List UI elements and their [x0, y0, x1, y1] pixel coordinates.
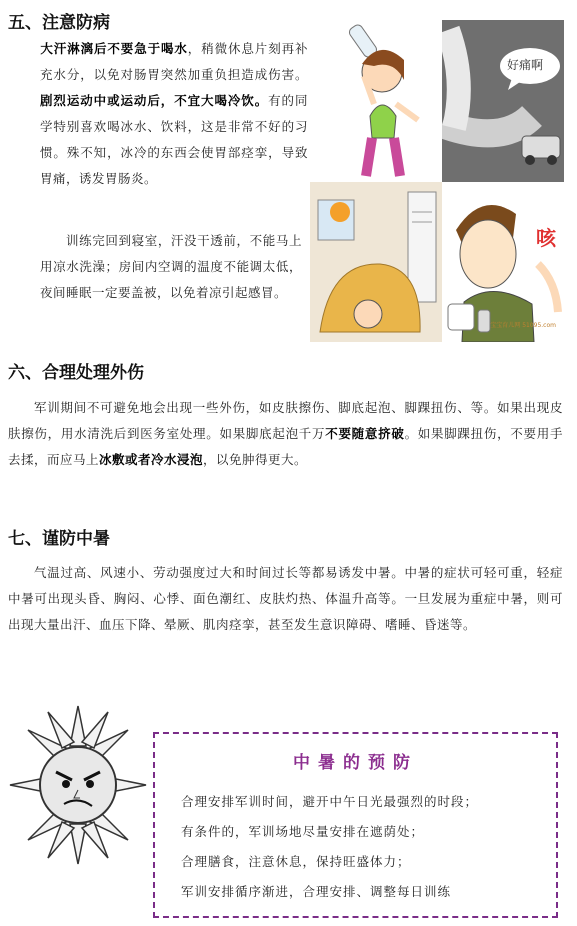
prevention-item: 军训安排循序渐进，合理安排、调整每日训练 — [181, 884, 452, 899]
section7-heading: 七、谨防中暑 — [8, 529, 110, 549]
section5-heading: 五、注意防病 — [8, 13, 110, 33]
section7-paragraph1: 气温过高、风速小、劳动强度过大和时间过长等都易诱发中暑。中暑的症状可轻可重，轻症中暑可出现头昏、胸闷、心悸、面色潮红、皮肤灼热、体温升高等。一旦发展为重症中暑，则可出现大量出汗、血压下降、晕厥、肌肉痉挛，甚至发生意识障碍、嗜睡、昏迷等。 — [8, 565, 563, 632]
watermark-text: 宝宝育儿网 51095.com — [490, 322, 556, 329]
section5-run-text: 有的同学特别喜欢喝冰水、饮料，这是非常不好的习惯。殊不知，冰冷的东西会使胃部痉挛，导致胃痛，诱发胃肠炎。 — [40, 93, 308, 186]
speech-bubble-text: 好痛啊 — [507, 58, 544, 72]
drinking-girl-illustration — [330, 20, 442, 180]
prevention-item: 有条件的，军训场地尽量安排在遮荫处； — [181, 824, 425, 839]
stomach-pain-illustration — [442, 20, 564, 182]
section6-run-text: 军训期间不可避免地会出现一些外伤，如皮肤擦伤、脚底起泡、脚踝扭伤、等。如果出现皮肤擦伤，用水清洗后到医务室处理。如果脚底起泡千万 — [8, 400, 563, 441]
section5-paragraph1 — [40, 36, 308, 192]
prevention-item: 合理安排军训时间，避开中午日光最强烈的时段； — [181, 794, 479, 809]
section5-run-emphasis: 剧烈运动中或运动后，不宜大喝冷饮。 — [40, 93, 269, 108]
sick-man-illustration — [442, 182, 564, 342]
prevention-item: 合理膳食，注意休息，保持旺盛体力； — [181, 854, 411, 869]
heatstroke-prevention-box — [153, 732, 558, 918]
section5-run-text: ，稍微休息片刻再补充水分，以免对肠胃突然加重负担造成伤害。 — [40, 41, 308, 82]
section6-run-text: ，以免肿得更大。 — [203, 452, 308, 467]
sleeping-blanket-illustration — [310, 182, 442, 342]
section6-run-text: 。如果脚踝扭伤，不要用手去揉，而应马上 — [8, 426, 563, 467]
angry-sun-illustration — [8, 700, 148, 870]
section6-heading: 六、合理处理外伤 — [8, 363, 144, 383]
section6-run-emphasis: 冰敷或者冷水浸泡 — [99, 452, 204, 467]
section6-run-emphasis: 不要随意挤破 — [325, 426, 405, 441]
section5-run-emphasis: 大汗淋漓后不要急于喝水 — [40, 41, 188, 56]
section5-paragraph2: 训练完回到寝室，汗没干透前，不能马上用凉水洗澡；房间内空调的温度不能调太低，夜间睡眠一定要盖被，以免着凉引起感冒。 — [40, 233, 302, 300]
prevention-title: 中暑的预防 — [293, 753, 418, 773]
section6-paragraph1 — [8, 395, 563, 473]
cough-text: 咳 — [536, 226, 556, 250]
